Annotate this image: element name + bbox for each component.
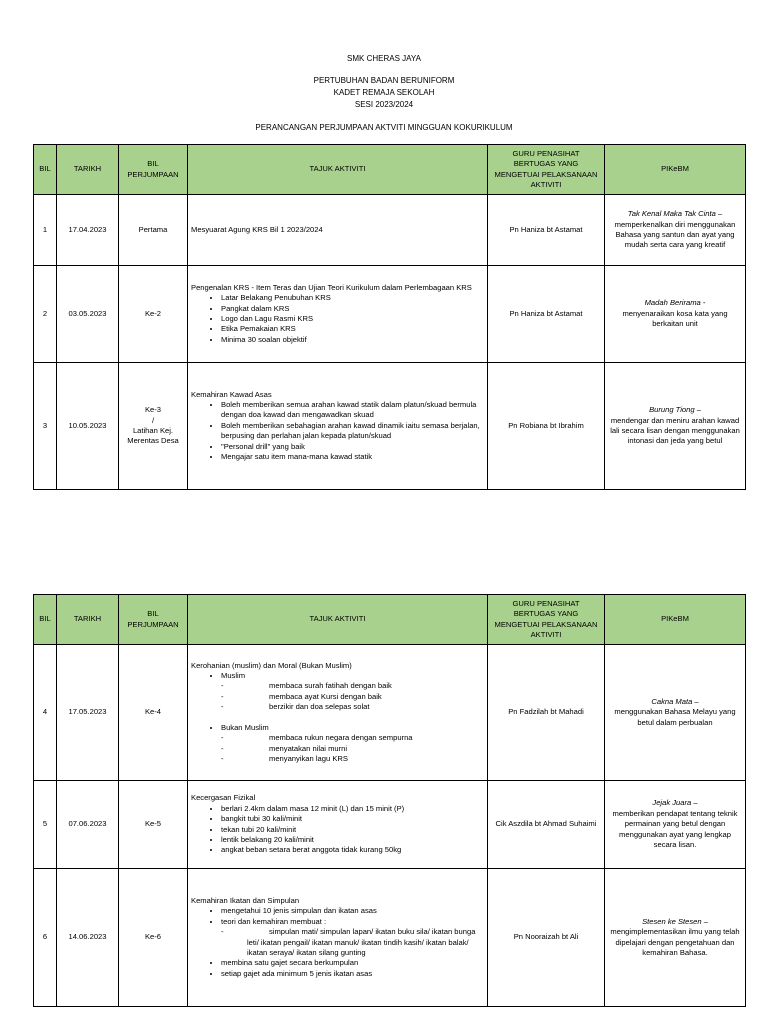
col-pikebm: PIKeBM — [605, 145, 746, 195]
row-pikebm — [605, 781, 746, 869]
col-tajuk: TAJUK AKTIVITI — [188, 595, 488, 645]
sub-list — [221, 681, 484, 712]
row-bil: 1 — [34, 195, 57, 266]
col-bil: BIL — [34, 595, 57, 645]
sub-list — [221, 733, 484, 764]
list-item: • berlari 2.4km dalam masa 12 minit (L) dan 15 minit (P) — [221, 804, 484, 814]
list-item: • mengetahui 10 jenis simpulan dan ikatan asas — [221, 906, 484, 916]
list-item: - membaca ayat Kursi dengan baik — [247, 692, 484, 702]
col-pikebm: PIKeBM — [605, 595, 746, 645]
row-tarikh: 07.06.2023 — [57, 781, 119, 869]
col-guru: GURU PENASIHAT BERTUGAS YANG MENGETUAI PELAKSANAAN AKTIVITI — [488, 595, 605, 645]
tajuk-title: Kemahiran Kawad Asas — [191, 389, 272, 399]
row-perjumpaan: Ke-2 — [119, 266, 188, 363]
list-item: - membaca surah fatihah dengan baik — [247, 681, 484, 691]
tajuk-title: Kemahiran Ikatan dan Simpulan — [191, 895, 300, 905]
activity-table-1 — [33, 144, 746, 490]
row-perjumpaan: Ke-4 — [119, 645, 188, 781]
pikebm-title: Jejak Juara – — [652, 798, 698, 808]
row-tarikh: 17.05.2023 — [57, 645, 119, 781]
table-header-row — [34, 145, 746, 195]
pikebm-title: Stesen ke Stesen – — [642, 916, 708, 926]
group-label: Muslim — [221, 671, 246, 681]
col-tarikh: TARIKH — [57, 595, 119, 645]
list-item: • teori dan kemahiran membuat : - simpulan mati/ simpulan lapan/ ikatan buku sila/ ikatan bunga leti/ ikatan pengail/ ikatan manuk/ ikatan tindih kasih/ ikatan balak/ ikatan seraya/ ikatan silang gunting — [221, 917, 484, 959]
list-item: • Pangkat dalam KRS — [221, 304, 484, 314]
col-tajuk: TAJUK AKTIVITI — [188, 145, 488, 195]
row-bil: 5 — [34, 781, 57, 869]
list-item: • lentik belakang 20 kali/minit — [221, 835, 484, 845]
sub-list — [221, 927, 484, 958]
table-row — [34, 195, 746, 266]
list-item: • membina satu gajet secara berkumpulan — [221, 958, 484, 968]
tajuk-bullets — [191, 293, 484, 345]
list-item: - simpulan mati/ simpulan lapan/ ikatan buku sila/ ikatan bunga leti/ ikatan pengail/ ikatan manuk/ ikatan tindih kasih/ ikatan balak/ ikatan seraya/ ikatan silang gunting — [247, 927, 484, 958]
pikebm-title: Cakna Mata – — [651, 696, 699, 706]
pikebm-text: mengimplementasikan ilmu yang telah dipelajari dengan pengetahuan dan kemahiran Bahasa. — [610, 927, 740, 957]
col-perjumpaan: BIL PERJUMPAAN — [119, 595, 188, 645]
list-item — [221, 671, 484, 713]
session-label: SESI 2023/2024 — [354, 100, 414, 109]
unit-name: KADET REMAJA SEKOLAH — [333, 88, 435, 97]
row-perjumpaan: Pertama — [119, 195, 188, 266]
table-row — [34, 266, 746, 363]
row-guru: Cik Aszdila bt Ahmad Suhaimi — [488, 781, 605, 869]
list-item: • Mengajar satu item mana-mana kawad statik — [221, 452, 484, 462]
school-name: SMK CHERAS JAYA — [347, 54, 421, 63]
table-row — [34, 363, 746, 490]
table-header-row — [34, 595, 746, 645]
list-item: • Logo dan Lagu Rasmi KRS — [221, 314, 484, 324]
list-item: - menyatakan nilai murni — [247, 744, 484, 754]
row-guru: Pn Haniza bt Astamat — [488, 195, 605, 266]
row-bil: 2 — [34, 266, 57, 363]
row-bil: 6 — [34, 869, 57, 1007]
list-item: • Boleh memberikan semua arahan kawad statik dalam platun/skuad bermula dengan doa kawad dan mengawadkan skuad — [221, 400, 484, 421]
row-pikebm — [605, 195, 746, 266]
row-bil: 3 — [34, 363, 57, 490]
tajuk-title: Kerohanian (muslim) dan Moral (Bukan Muslim) — [191, 660, 352, 670]
list-item: • angkat beban setara berat anggota tidak kurang 50kg — [221, 845, 484, 855]
tajuk-title: Pengenalan KRS - Item Teras dan Ujian Teori Kurikulum dalam Perlembagaan KRS — [191, 282, 472, 292]
tajuk-title: Kecergasan Fizikal — [191, 793, 256, 803]
row-pikebm — [605, 869, 746, 1007]
list-item: • Boleh memberikan sebahagian arahan kawad dinamik iaitu semasa berjalan, berpusing dan perlahan jalan kepada platun/skuad — [221, 421, 484, 442]
organization-name: PERTUBUHAN BADAN BERUNIFORM — [313, 76, 455, 85]
row-tarikh: 14.06.2023 — [57, 869, 119, 1007]
list-item: • Minima 30 soalan objektif — [221, 335, 484, 345]
row-tajuk — [188, 869, 488, 1007]
plan-title: PERANCANGAN PERJUMPAAN AKTVITI MINGGUAN KOKURIKULUM — [255, 123, 513, 132]
tajuk-bullets — [191, 723, 484, 765]
row-tarikh: 10.05.2023 — [57, 363, 119, 490]
perjumpaan-line: Latihan Kej. Merentas Desa — [127, 426, 179, 446]
pikebm-title: Madah Berirama - — [644, 298, 706, 308]
tajuk-bullets — [191, 804, 484, 856]
col-tarikh: TARIKH — [57, 145, 119, 195]
row-tajuk — [188, 266, 488, 363]
tajuk-bullets — [191, 671, 484, 713]
list-item: • tekan tubi 20 kali/minit — [221, 825, 484, 835]
list-item — [221, 723, 484, 765]
pikebm-title: Burung Tiong – — [649, 405, 701, 415]
pikebm-title: Tak Kenal Maka Tak Cinta – — [627, 209, 723, 219]
col-perjumpaan: BIL PERJUMPAAN — [119, 145, 188, 195]
list-item: • "Personal drill" yang baik — [221, 442, 484, 452]
list-item: - membaca rukun negara dengan sempurna — [247, 733, 484, 743]
col-bil: BIL — [34, 145, 57, 195]
pikebm-text: menggunakan Bahasa Melayu yang betul dalam perbualan — [614, 707, 736, 727]
row-guru: Pn Robiana bt Ibrahim — [488, 363, 605, 490]
row-tarikh: 17.04.2023 — [57, 195, 119, 266]
row-tajuk — [188, 645, 488, 781]
row-pikebm — [605, 266, 746, 363]
table-row — [34, 781, 746, 869]
pikebm-text: menyenaraikan kosa kata yang berkaitan unit — [622, 308, 728, 329]
row-perjumpaan: Ke-5 — [119, 781, 188, 869]
list-item: • Latar Belakang Penubuhan KRS — [221, 293, 484, 303]
row-pikebm — [605, 363, 746, 490]
list-item: • bangkit tubi 30 kali/minit — [221, 814, 484, 824]
list-item: - berzikir dan doa selepas solat — [247, 702, 484, 712]
perjumpaan-line: / — [151, 415, 155, 425]
list-item: • Etika Pemakaian KRS — [221, 324, 484, 334]
row-bil: 4 — [34, 645, 57, 781]
pikebm-text: memperkenalkan diri menggunakan Bahasa yang santun dan ayat yang mudah serta cara yang kreatif — [614, 219, 736, 250]
row-guru: Pn Nooraizah bt Ali — [488, 869, 605, 1007]
row-tarikh: 03.05.2023 — [57, 266, 119, 363]
row-tajuk: Mesyuarat Agung KRS Bil 1 2023/2024 — [188, 195, 488, 266]
activity-table-2 — [33, 594, 746, 1007]
table-row — [34, 869, 746, 1007]
pikebm-text: memberikan pendapat tentang teknik permainan yang betul dengan menggunakan ayat yang lengkap secara lisan. — [612, 808, 738, 850]
row-perjumpaan — [119, 363, 188, 490]
row-guru: Pn Haniza bt Astamat — [488, 266, 605, 363]
row-perjumpaan: Ke-6 — [119, 869, 188, 1007]
table-row — [34, 645, 746, 781]
row-pikebm — [605, 645, 746, 781]
tajuk-bullets — [191, 400, 484, 462]
col-guru: GURU PENASIHAT BERTUGAS YANG MENGETUAI PELAKSANAAN AKTIVITI — [488, 145, 605, 195]
list-item: • setiap gajet ada minimum 5 jenis ikatan asas — [221, 969, 484, 979]
row-tajuk — [188, 781, 488, 869]
perjumpaan-line: Ke-3 — [144, 405, 162, 415]
group-label: Bukan Muslim — [221, 722, 269, 732]
list-item: - menyanyikan lagu KRS — [247, 754, 484, 764]
pikebm-text: mendengar dan meniru arahan kawad lali secara lisan dengan menggunakan intonasi dan jeda yang betul — [610, 415, 740, 446]
tajuk-bullets — [191, 906, 484, 979]
row-guru: Pn Fadzilah bt Mahadi — [488, 645, 605, 781]
row-tajuk — [188, 363, 488, 490]
